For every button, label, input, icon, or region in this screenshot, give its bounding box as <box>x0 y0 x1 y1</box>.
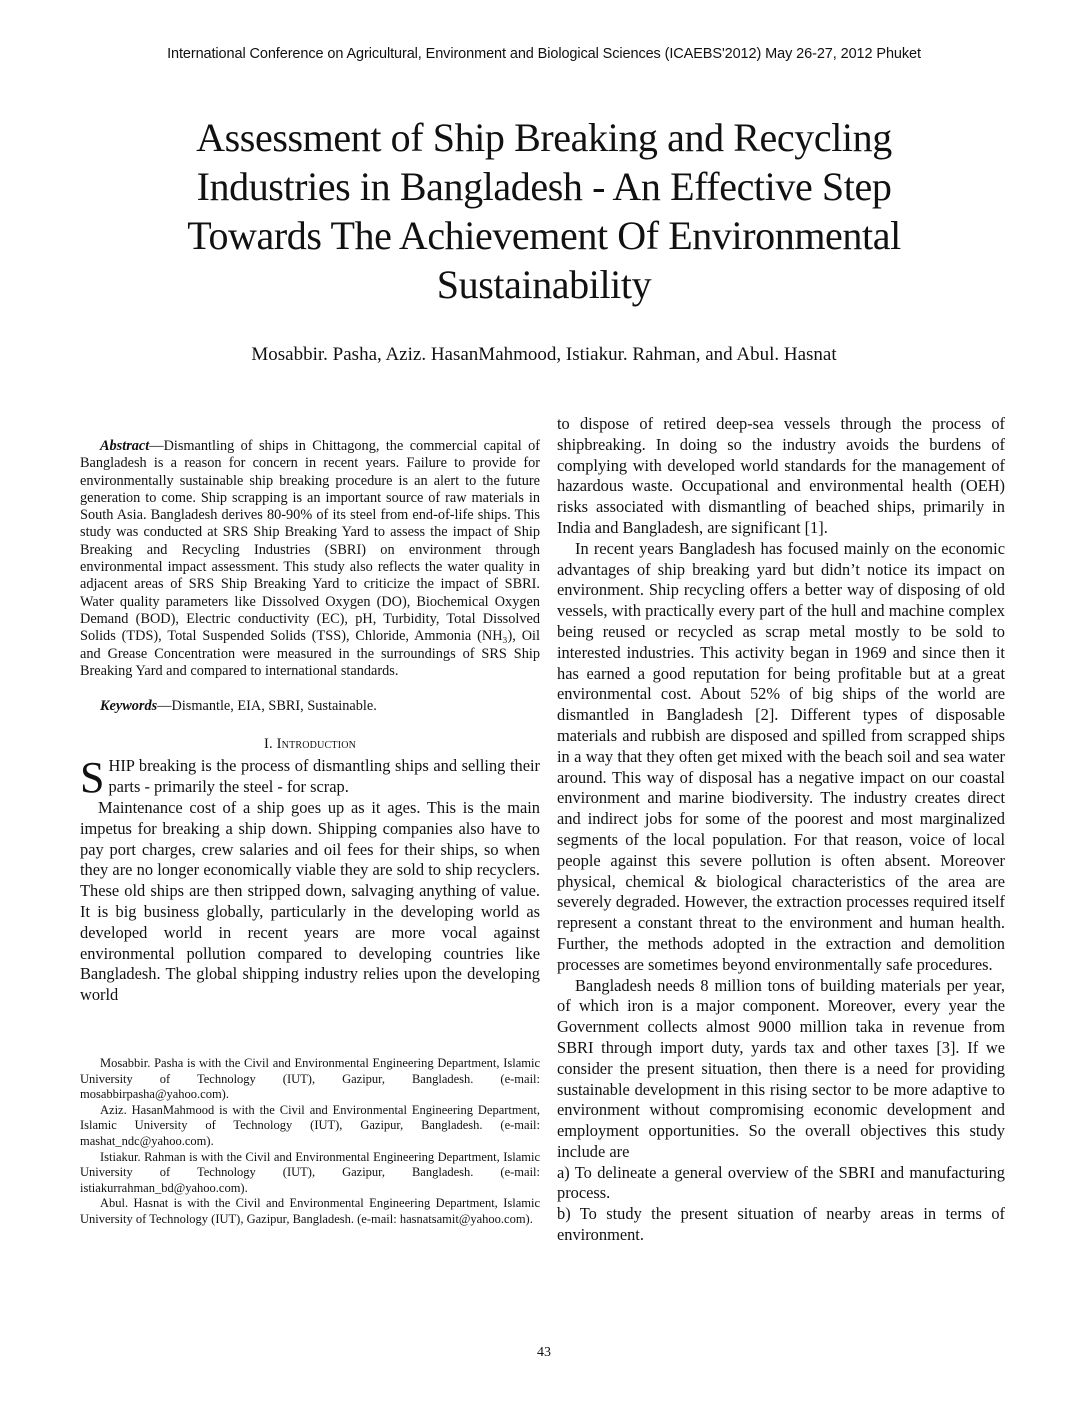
abstract-heading: Abstract <box>100 438 150 454</box>
left-column <box>80 414 540 1228</box>
footnote: Mosabbir. Pasha is with the Civil and Environmental Engineering Department, Islamic University of Technology (IUT), Gazipur, Bangladesh. (e-mail: mosabbirpasha@yahoo.com). <box>80 1056 540 1102</box>
title-line: Sustainability <box>436 262 652 307</box>
page-number: 43 <box>537 1345 551 1360</box>
abstract <box>80 438 540 680</box>
paper-title <box>120 113 968 309</box>
objective-item-b: b) To study the present situation of nearby areas in terms of environment. <box>557 1204 1005 1245</box>
title-line: Assessment of Ship Breaking and Recycling <box>196 115 892 160</box>
right-column <box>557 414 1005 1246</box>
paragraph-building-materials: Bangladesh needs 8 million tons of building materials per year, of which iron is a major component. Moreover, every year the Government collects almost 9000 million taka in revenue from SBRI through import duty, yards tax and other taxes [3]. If we consider the present situation, then there is a need for providing sustainable development in this rising sector to be more adaptive to environment without compromising economic development and employment opportunities. So the overall objectives this study include are <box>557 975 1005 1161</box>
author-footnotes <box>80 1056 540 1228</box>
footnote: Istiakur. Rahman is with the Civil and Environmental Engineering Department, Islamic University of Technology (IUT), Gazipur, Bangladesh. (e-mail: istiakurrahman_bd@yahoo.com). <box>80 1149 540 1195</box>
intro-paragraph-2: Maintenance cost of a ship goes up as it ages. This is the main impetus for breaking a ship down. Shipping companies also have to pay port charges, crew salaries and oil fees for their ships, so when they are no longer economically viable they are sold to ship recyclers. These old ships are then stripped down, salvaging anything of value. It is big business globally, particularly in the developing world as developed world in recent years are more vocal against environmental pollution compared to developing countries like Bangladesh. The global shipping industry relies upon the developing world <box>80 798 540 1005</box>
footnote: Aziz. HasanMahmood is with the Civil and Environmental Engineering Department, Islamic University of Technology (IUT), Gazipur, Bangladesh. (e-mail: mashat_ndc@yahoo.com). <box>80 1102 540 1148</box>
paragraph-continued: to dispose of retired deep-sea vessels through the process of shipbreaking. In doing so the industry avoids the burdens of complying with developed world standards for the management of hazardous waste. Occupational and environmental health (OEH) risks associated with dismantling of beached ships, primarily in India and Bangladesh, are significant [1]. <box>557 414 1005 537</box>
intro-paragraph-1 <box>80 753 540 803</box>
intro-paragraph-1-text: HIP breaking is the process of dismantling ships and selling their parts - primarily the steel - for scrap. <box>108 756 540 797</box>
keywords-heading: Keywords <box>100 698 158 715</box>
title-line: Towards The Achievement Of Environmental <box>187 213 901 258</box>
keywords <box>80 698 540 715</box>
keywords-text: —Dismantle, EIA, SBRI, Sustainable. <box>157 698 377 715</box>
title-line: Industries in Bangladesh - An Effective Step <box>196 164 892 209</box>
abstract-text: —Dismantling of ships in Chittagong, the commercial capital of Bangladesh is a reason for concern in recent years. Failure to provide for environmentally sustainable ship breaking procedure is an alert to the future generation to come. Ship scrapping is an important source of raw materials in South Asia. Bangladesh derives 80-90% of its steel from end-of-life ships. This study was conducted at SRS Ship Breaking Yard to assess the impact of Ship Breaking and Recycling Industries (SBRI) on environment through environmental impact assessment. This study also reflects the water quality in adjacent areas of SRS Ship Breaking Yard to criticize the impact of SBRI. Water quality parameters like Dissolved Oxygen (DO), Biochemical Oxygen Demand (BOD), Electric conductivity (EC), pH, Turbidity, Total Dissolved Solids (TDS), Total Suspended Solids (TSS), Chloride, Ammonia (NH₃), Oil and Grease Concentration were measured in the surroundings of SRS Ship Breaking Yard and compared to international standards. <box>80 438 540 679</box>
author-list: Mosabbir. Pasha, Aziz. HasanMahmood, Istiakur. Rahman, and Abul. Hasnat <box>251 344 837 365</box>
objective-item-a: a) To delineate a general overview of the SBRI and manufacturing process. <box>557 1162 1005 1203</box>
footnote: Abul. Hasnat is with the Civil and Environmental Engineering Department, Islamic University of Technology (IUT), Gazipur, Bangladesh. (e-mail: hasnatsamit@yahoo.com). <box>80 1196 540 1226</box>
drop-cap: S <box>80 753 105 803</box>
section-heading-introduction: I. Introduction <box>263 736 357 753</box>
conference-header: International Conference on Agricultural, Environment and Biological Sciences (ICAEBS'2012) May 26-27, 2012 Phuket <box>167 46 921 62</box>
paragraph-recent-years: In recent years Bangladesh has focused mainly on the economic advantages of ship breaking yard but didn’t notice its impact on environment. Ship recycling offers a better way of disposing of old vessels, with practically every part of the hull and machine complex being reused or recycled as scrap metal mostly to be sold to interested industries. This activity began in 1969 and since then it has earned a good reputation for being profitable but at a great environmental cost. About 52% of big ships of the world are dismantled in Bangladesh [2]. Different types of disposable materials and rubbish are disposed and spilled from scrapped ships in a way that they often get mixed with the beach soil and sea water around. This way of disposal has a negative impact on our coastal environment and marine biodiversity. The industry creates direct and indirect jobs for some of the poorest and most marginalized segments of the local population. For that reason, voice of local people against this severe pollution is often absent. Moreover physical, chemical & biological characteristics of the area are severely degraded. However, the extraction processes required itself represent a constant threat to the environment and human health. Further, the methods adopted in the extraction and demolition processes are sometimes beyond environmentally safe procedures. <box>557 538 1005 974</box>
